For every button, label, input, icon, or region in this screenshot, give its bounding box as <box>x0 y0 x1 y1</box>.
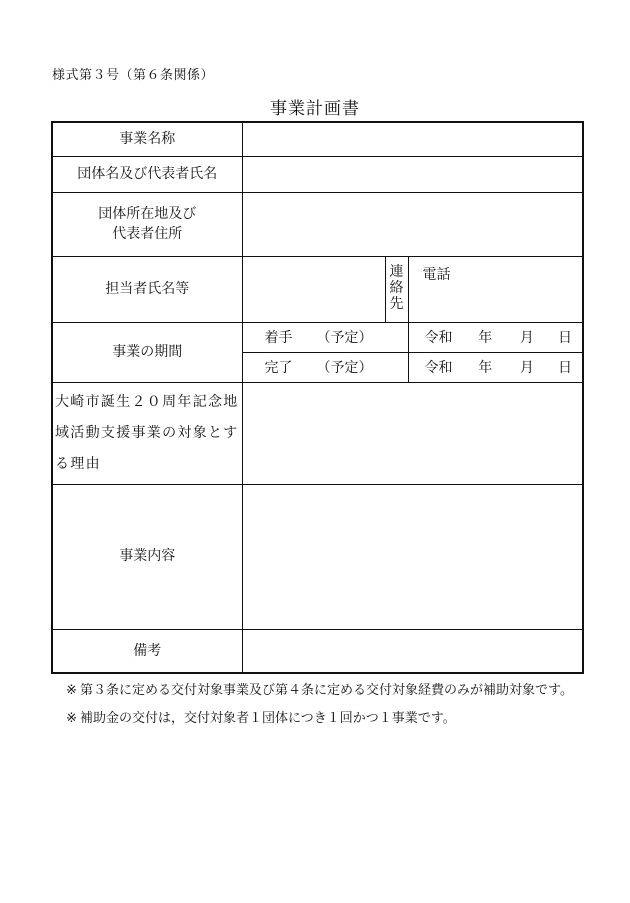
note-mark: ※ <box>66 711 77 726</box>
row-project-name <box>52 122 583 156</box>
notes <box>66 678 586 734</box>
start-planned-label: （予定） <box>316 330 373 346</box>
form-number: 様式第３号（第６条関係） <box>52 68 215 83</box>
document-title: 事業計画書 <box>270 99 360 119</box>
contact-person-field[interactable] <box>242 256 385 322</box>
end-planned-label: （予定） <box>316 360 373 376</box>
row-org-rep <box>52 156 583 192</box>
contact-vertical-label <box>385 256 408 322</box>
start-era-label: 令和 <box>424 330 453 346</box>
end-label: 完了 <box>264 360 293 376</box>
row-content <box>52 484 583 629</box>
start-planned-cell <box>242 322 408 352</box>
note-grant-limit <box>66 706 586 732</box>
project-name-field[interactable] <box>242 122 583 156</box>
end-date-field[interactable] <box>408 352 583 382</box>
contact-char-2: 絡 <box>389 279 404 296</box>
period-label: 事業の期間 <box>52 322 242 382</box>
address-label-line1: 団体所在地及び <box>98 205 197 222</box>
reason-label: 大崎市誕生２０周年記念地域活動支援事業の対象とする理由 <box>52 382 242 484</box>
end-planned-cell <box>242 352 408 382</box>
remarks-label: 備考 <box>52 629 242 673</box>
contact-person-label: 担当者氏名等 <box>52 256 242 322</box>
content-field[interactable] <box>242 484 583 629</box>
row-address <box>52 192 583 256</box>
row-remarks <box>52 629 583 673</box>
row-contact-person <box>52 256 583 322</box>
start-month-label: 月 <box>519 330 534 346</box>
note-eligibility <box>66 678 586 704</box>
end-year-label: 年 <box>478 360 493 376</box>
start-day-label: 日 <box>558 330 572 346</box>
note-text: 第３条に定める交付対象事業及び第４条に定める交付対象経費のみが補助対象です。 <box>80 683 573 698</box>
note-text: 補助金の交付は，交付対象者１団体につき１回かつ１事業です。 <box>80 711 456 726</box>
reason-field[interactable] <box>242 382 583 484</box>
start-label: 着手 <box>264 330 293 346</box>
project-name-label: 事業名称 <box>52 122 242 156</box>
end-era-label: 令和 <box>424 360 453 376</box>
phone-label: 電話 <box>422 266 451 283</box>
address-field[interactable] <box>242 192 583 256</box>
contact-char-1: 連 <box>389 263 404 280</box>
remarks-field[interactable] <box>242 629 583 673</box>
end-day-label: 日 <box>558 360 572 376</box>
address-label-line2: 代表者住所 <box>112 226 183 242</box>
org-rep-label: 団体名及び代表者氏名 <box>52 156 242 192</box>
note-mark: ※ <box>66 683 77 698</box>
project-plan-table <box>51 121 584 674</box>
org-rep-field[interactable] <box>242 156 583 192</box>
end-month-label: 月 <box>519 360 534 376</box>
phone-field[interactable] <box>408 256 583 322</box>
address-label <box>52 192 242 256</box>
row-reason <box>52 382 583 484</box>
contact-char-3: 先 <box>389 295 404 312</box>
content-label: 事業内容 <box>52 484 242 629</box>
start-date-field[interactable] <box>408 322 583 352</box>
start-year-label: 年 <box>478 330 493 346</box>
row-period-start <box>52 322 583 352</box>
